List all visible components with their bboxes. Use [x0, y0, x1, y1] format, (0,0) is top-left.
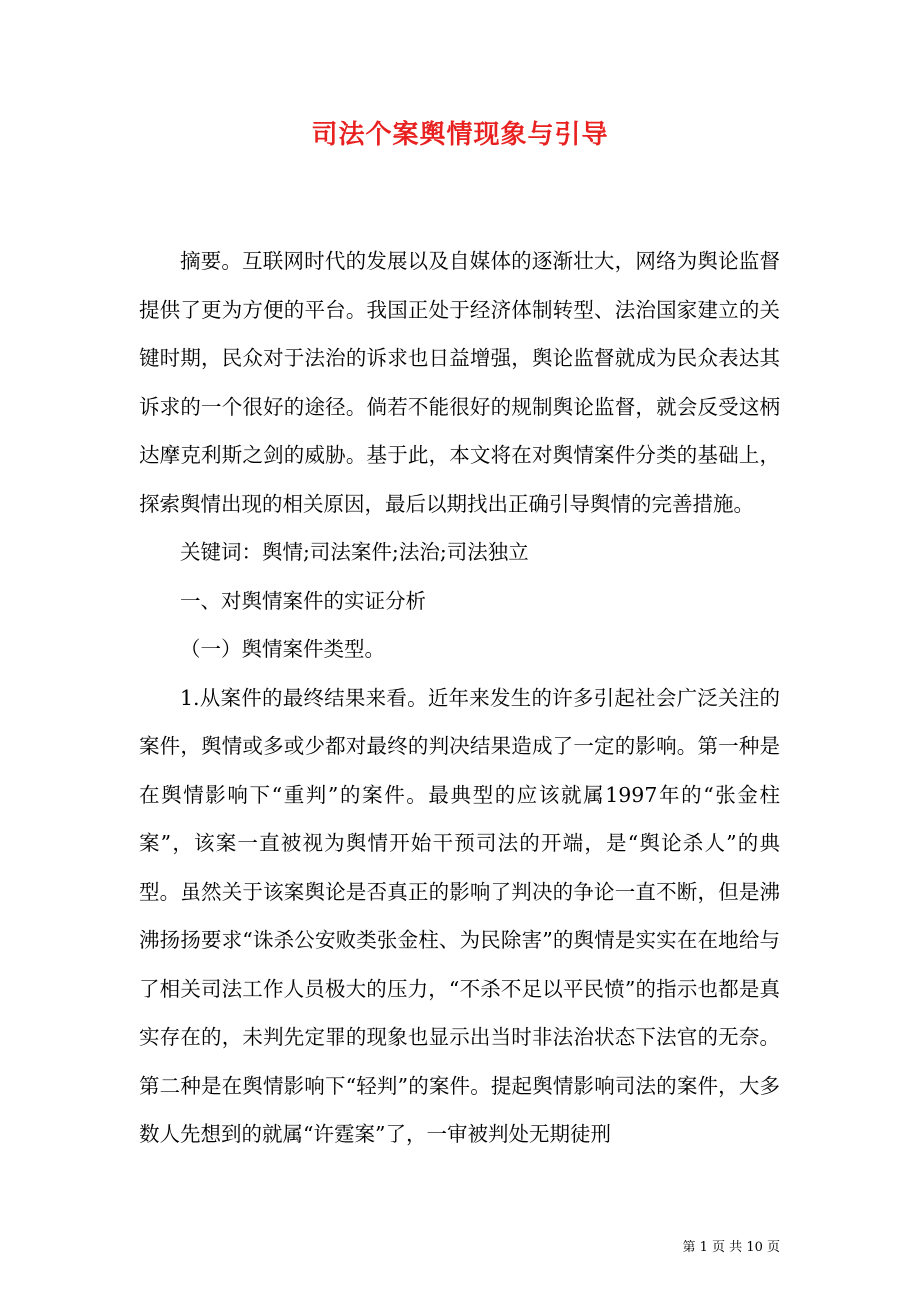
- page-number: 第 1 页 共 10 页: [682, 1240, 780, 1255]
- keywords-paragraph: 关键词：舆情;司法案件;法治;司法独立: [180, 540, 529, 564]
- document-title: 司法个案舆情现象与引导: [311, 120, 609, 150]
- document-body: [139, 237, 780, 1159]
- body-paragraph: 1.从案件的最终结果来看。近年来发生的许多引起社会广泛关注的案件，舆情或多或少都对最终的判决结果造成了一定的影响。第一种是在舆情影响下“重判”的案件。最典型的应该就属1997年的“张金柱案”，该案一直被视为舆情开始干预司法的开端，是“舆论杀人”的典型。虽然关于该案舆论是否真正的影响了判决的争论一直不断，但是沸沸扬扬要求“诛杀公安败类张金柱、为民除害”的舆情是实实在在地给与了相关司法工作人员极大的压力，“不杀不足以平民愤”的指示也都是真实存在的，未判先定罪的现象也显示出当时非法治状态下法官的无奈。第二种是在舆情影响下“轻判”的案件。提起舆情影响司法的案件，大多数人先想到的就属“许霆案”了，一审被判处无期徒刑: [139, 685, 780, 1146]
- section-heading: 一、对舆情案件的实证分析: [180, 588, 426, 613]
- abstract-paragraph: 摘要。互联网时代的发展以及自媒体的逐渐壮大，网络为舆论监督提供了更为方便的平台。我国正处于经济体制转型、法治国家建立的关键时期，民众对于法治的诉求也日益增强，舆论监督就成为民众表达其诉求的一个很好的途径。倘若不能很好的规制舆论监督，就会反受这柄达摩克利斯之剑的威胁。基于此，本文将在对舆情案件分类的基础上，探索舆情出现的相关原因，最后以期找出正确引导舆情的完善措施。: [139, 249, 780, 516]
- subsection-heading: （一）舆情案件类型。: [180, 637, 385, 661]
